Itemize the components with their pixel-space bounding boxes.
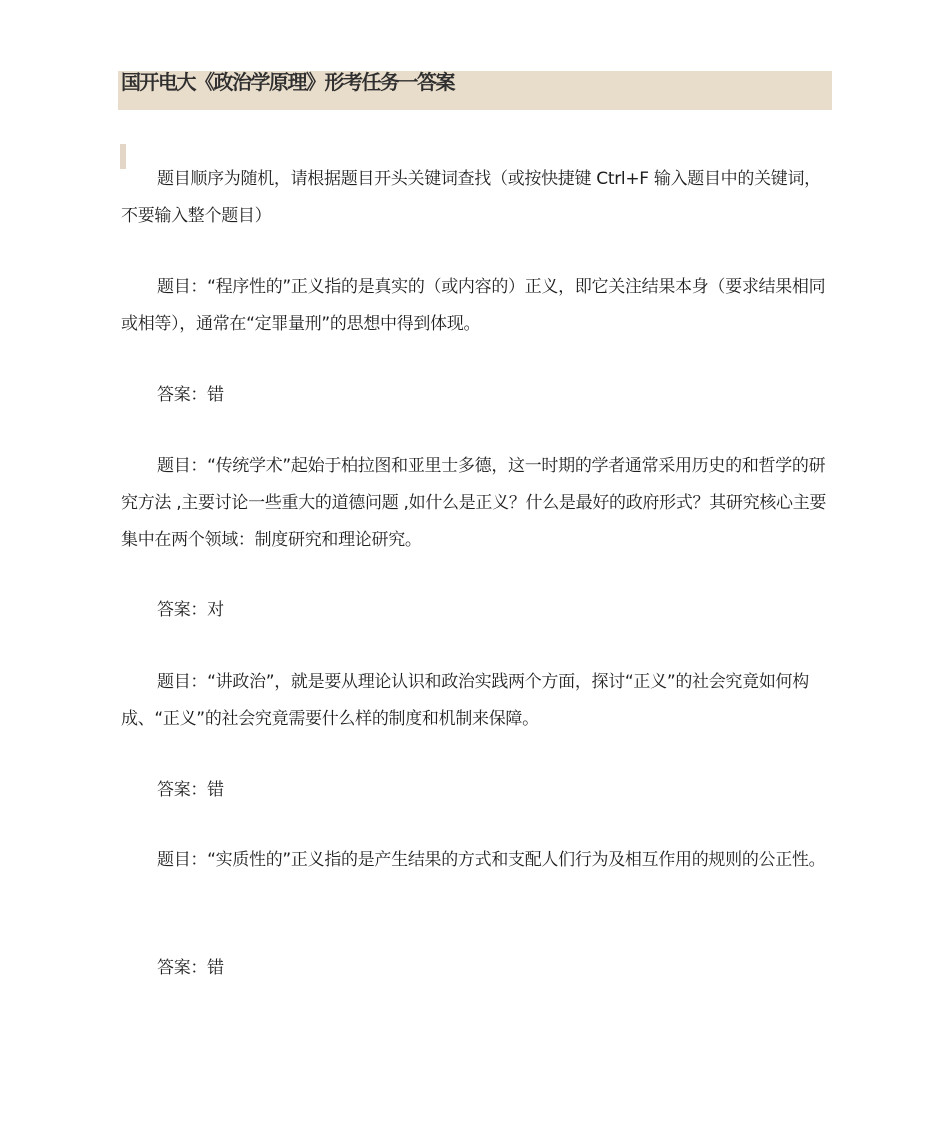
document-title: 国开电大《政治学原理》形考任务一答案 — [121, 70, 454, 94]
intro-paragraph: 题目顺序为随机，请根据题目开头关键词查找（或按快捷键 Ctrl+F 输入题目中的关键词，不要输入整个题目） — [121, 169, 821, 226]
question-2: 题目：“传统学术”起始于柏拉图和亚里士多德，这一时期的学者通常采用历史的和哲学的研究方法 ,主要讨论一些重大的道德问题 ,如什么是正义？什么是最好的政府形式？其研究核心主要集中在两个领域：制度研究和理论研究。 — [121, 456, 827, 550]
title-band — [118, 71, 832, 110]
question-3: 题目：“讲政治”，就是要从理论认识和政治实践两个方面，探讨“正义”的社会究竟如何构成、“正义”的社会究竟需要什么样的制度和机制来保障。 — [121, 672, 809, 729]
answer-1: 答案：错 — [157, 385, 224, 405]
answer-2: 答案：对 — [157, 600, 224, 620]
question-1: 题目：“程序性的”正义指的是真实的（或内容的）正义，即它关注结果本身（要求结果相同或相等），通常在“定罪量刑”的思想中得到体现。 — [121, 277, 826, 334]
question-4: 题目：“实质性的”正义指的是产生结果的方式和支配人们行为及相互作用的规则的公正性。 — [157, 850, 826, 870]
answer-3: 答案：错 — [157, 780, 224, 800]
answer-4: 答案：错 — [157, 958, 224, 978]
